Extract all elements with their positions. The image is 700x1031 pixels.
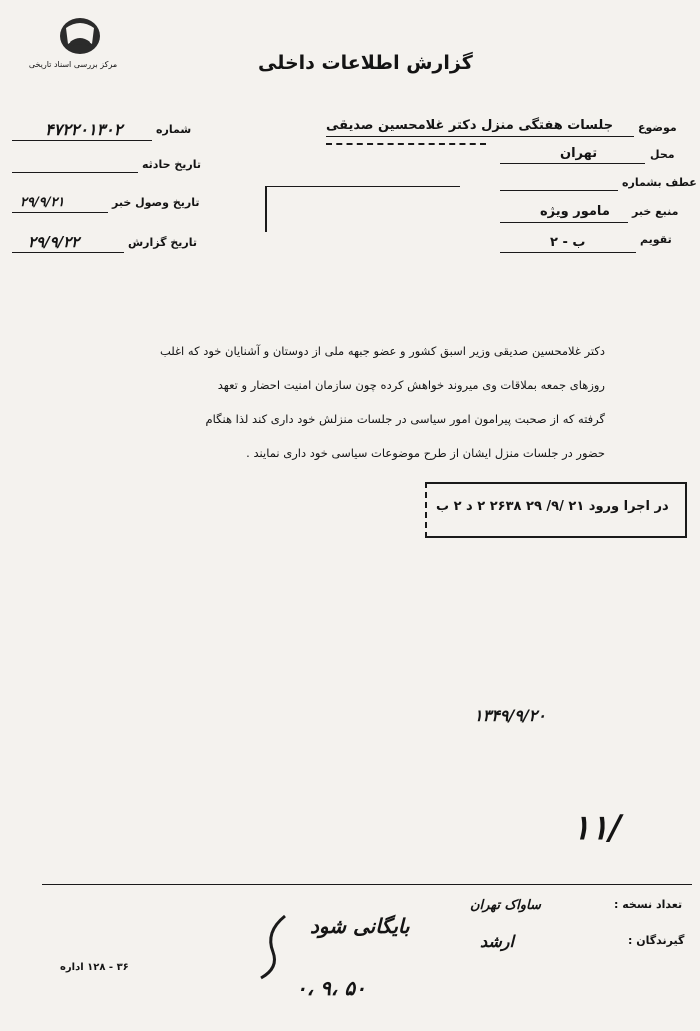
signature-stroke-icon bbox=[255, 912, 295, 982]
rating-underline bbox=[500, 252, 636, 253]
rating-label: تقویم bbox=[640, 233, 672, 246]
receipt-date-value: ۲۹/۹/۲۱ bbox=[20, 195, 65, 210]
archive-logo bbox=[14, 14, 134, 74]
number-label: شماره bbox=[156, 123, 192, 136]
rating-value: ب - ۲ bbox=[550, 235, 586, 250]
place-label: محل bbox=[650, 148, 675, 161]
incident-date-underline bbox=[12, 172, 138, 173]
place-underline bbox=[500, 163, 645, 164]
recipients-label: گیرندگان : bbox=[628, 934, 685, 947]
reference-underline bbox=[500, 190, 618, 191]
copies-label: تعداد نسخه : bbox=[614, 898, 683, 911]
logo-caption: مرکز بررسی اسناد تاریخی bbox=[28, 60, 118, 69]
body-line-4: حضور در جلسات منزل ایشان از طرح موضوعات سیاسی خود داری نمایند . bbox=[246, 446, 605, 460]
stamp-text: در اجرا ورود ۲۱ /۹/ ۲۹ ۲۶۳۸ ۲ د ۲ ب bbox=[436, 499, 669, 514]
receipt-date-underline bbox=[12, 212, 108, 213]
logo-emblem-icon bbox=[14, 14, 134, 60]
recipients-value: ارشد bbox=[480, 932, 514, 951]
footer-divider bbox=[42, 884, 692, 885]
place-value: تهران bbox=[560, 146, 598, 161]
receipt-date-label: تاریخ وصول خبر bbox=[112, 196, 200, 209]
source-value: مامور ویژه bbox=[540, 204, 610, 219]
handwritten-date: ۱۳۴۹/۹/۲۰ bbox=[474, 706, 546, 725]
signature-note: بایگانی شود bbox=[310, 914, 410, 938]
body-line-1: دکتر غلامحسین صدیقی وزیر اسبق کشور و عضو جبهه ملی از دوستان و آشنایان خود که اغلب bbox=[159, 344, 605, 358]
form-code: ۳۶ - ۱۲۸ اداره bbox=[60, 962, 129, 973]
subject-double-underline bbox=[326, 143, 486, 145]
reference-redaction-side bbox=[265, 186, 267, 232]
body-line-2: روزهای جمعه بملاقات وی میروند خواهش کرده چون سازمان امنیت احضار و تعهد bbox=[217, 378, 605, 392]
reference-redaction-top bbox=[265, 186, 460, 187]
copies-value: ساواک تهران bbox=[470, 898, 541, 913]
subject-underline bbox=[326, 136, 634, 137]
reference-label: عطف بشماره bbox=[622, 176, 697, 189]
report-date-underline bbox=[12, 252, 124, 253]
source-underline bbox=[500, 222, 628, 223]
report-date-value: ۲۹/۹/۲۲ bbox=[28, 233, 80, 251]
body-line-3: گرفته که از صحبت پیرامون امور سیاسی در جلسات منزلش خود داری کند لذا هنگام bbox=[205, 412, 605, 426]
incident-date-label: تاریخ حادثه bbox=[142, 158, 201, 171]
report-date-label: تاریخ گزارش bbox=[128, 236, 198, 249]
number-underline bbox=[12, 140, 152, 141]
subject-value: جلسات هفتگی منزل دکتر غلامحسین صدیقی bbox=[326, 118, 614, 133]
source-label: منبع خبر bbox=[632, 205, 679, 218]
subject-label: موضوع bbox=[638, 121, 677, 134]
number-value: ۴۷۲۲۰۱۳۰۲ bbox=[45, 120, 123, 139]
handwritten-mark: ۱۱/ bbox=[572, 808, 621, 848]
page-title: گزارش اطلاعات داخلی bbox=[258, 52, 473, 74]
signature-date: ۰، ۹، ۵۰ bbox=[296, 976, 366, 1000]
